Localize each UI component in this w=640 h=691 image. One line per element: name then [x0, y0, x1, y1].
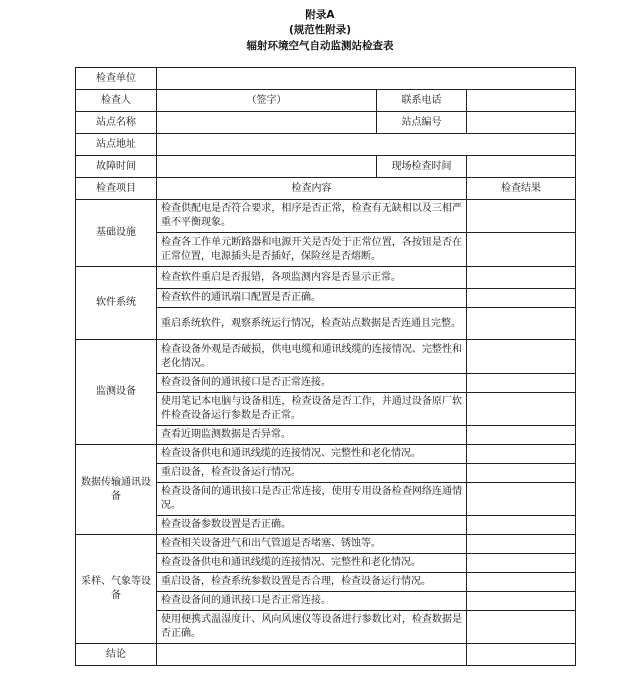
- check-result-field[interactable]: [467, 289, 576, 308]
- check-result-field[interactable]: [467, 535, 576, 554]
- content-header: 检查内容: [157, 178, 467, 200]
- check-content: 检查设备参数设置是否正确。: [157, 516, 467, 535]
- check-result-field[interactable]: [467, 483, 576, 516]
- phone-label: 联系电话: [377, 90, 467, 112]
- section-name: 监测设备: [76, 340, 157, 445]
- check-content: 重启设备，检查设备运行情况。: [157, 464, 467, 483]
- station-name-field[interactable]: [157, 112, 377, 134]
- unit-label: 检查单位: [76, 68, 157, 90]
- check-content: 使用笔记本电脑与设备相连，检查设备是否工作，并通过设备原厂软件检查设备运行参数是否正常。: [157, 393, 467, 426]
- check-content: 使用便携式温湿度计、风向风速仪等设备进行参数比对，检查数据是否正确。: [157, 611, 467, 644]
- phone-field[interactable]: [467, 90, 576, 112]
- row-fault-time: [76, 156, 576, 178]
- check-content: 检查设备间的通讯接口是否正常连接。: [157, 374, 467, 393]
- fault-time-label: 故障时间: [76, 156, 157, 178]
- form-title: 辐射环境空气自动监测站检查表: [246, 40, 394, 52]
- result-header: 检查结果: [467, 178, 576, 200]
- conclusion-label: 结论: [76, 644, 157, 666]
- check-content: 检查软件重启是否报错，各项监测内容是否显示正常。: [157, 267, 467, 289]
- section-name: 基础设施: [76, 200, 157, 267]
- check-result-field[interactable]: [467, 464, 576, 483]
- site-inspect-time-label: 现场检查时间: [377, 156, 467, 178]
- check-result-field[interactable]: [467, 200, 576, 233]
- check-content: 查看近期监测数据是否异常。: [157, 426, 467, 445]
- row-column-headers: [76, 178, 576, 200]
- inspection-table: [75, 67, 576, 666]
- check-result-field[interactable]: [467, 374, 576, 393]
- check-content: 检查设备供电和通讯线缆的连接情况、完整性和老化情况。: [157, 554, 467, 573]
- station-name-label: 站点名称: [76, 112, 157, 134]
- row-address: [76, 134, 576, 156]
- check-result-field[interactable]: [467, 573, 576, 592]
- check-content: 检查设备外观是否破损，供电电缆和通讯线缆的连接情况、完整性和老化情况。: [157, 340, 467, 374]
- check-row: [76, 445, 576, 464]
- check-content: 检查相关设备进气和出气管道是否堵塞、锈蚀等。: [157, 535, 467, 554]
- check-result-field[interactable]: [467, 393, 576, 426]
- check-result-field[interactable]: [467, 516, 576, 535]
- conclusion-field[interactable]: [157, 644, 467, 666]
- check-content: 检查软件的通讯端口配置是否正确。: [157, 289, 467, 308]
- check-result-field[interactable]: [467, 308, 576, 340]
- item-header: 检查项目: [76, 178, 157, 200]
- check-result-field[interactable]: [467, 611, 576, 644]
- check-row: [76, 267, 576, 289]
- check-result-field[interactable]: [467, 267, 576, 289]
- check-result-field[interactable]: [467, 426, 576, 445]
- signature-hint: （签字）: [246, 94, 287, 106]
- appendix-label: 附录A: [305, 9, 335, 21]
- check-row: [76, 200, 576, 233]
- check-content: 检查设备间的通讯接口是否正常连接。: [157, 592, 467, 611]
- check-content: 检查供配电是否符合要求，相序是否正常，检查有无缺相以及三相严重不平衡现象。: [157, 200, 467, 233]
- address-field[interactable]: [157, 134, 576, 156]
- check-result-field[interactable]: [467, 340, 576, 374]
- station-id-field[interactable]: [467, 112, 576, 134]
- row-station: [76, 112, 576, 134]
- site-inspect-time-field[interactable]: [467, 156, 576, 178]
- check-content: 检查设备供电和通讯线缆的连接情况、完整性和老化情况。: [157, 445, 467, 464]
- normative-label: (规范性附录): [288, 24, 352, 36]
- row-unit: [76, 68, 576, 90]
- fault-time-field[interactable]: [157, 156, 377, 178]
- inspector-signature-field[interactable]: [157, 90, 377, 112]
- inspector-label: 检查人: [76, 90, 157, 112]
- check-content: 重启系统软件，观察系统运行情况，检查站点数据是否连通且完整。: [157, 308, 467, 340]
- station-id-label: 站点编号: [377, 112, 467, 134]
- address-label: 站点地址: [76, 134, 157, 156]
- check-result-field[interactable]: [467, 233, 576, 267]
- row-inspector: [76, 90, 576, 112]
- unit-field[interactable]: [157, 68, 576, 90]
- check-row: [76, 535, 576, 554]
- check-content: 检查设备间的通讯接口是否正常连接，使用专用设备检查网络连通情况。: [157, 483, 467, 516]
- check-content: 检查各工作单元断路器和电源开关是否处于正常位置，各按钮是否在正常位置，电源插头是否插好，保险丝是否熔断。: [157, 233, 467, 267]
- section-name: 数据传输通讯设备: [76, 445, 157, 535]
- check-content: 重启设备，检查系统参数设置是否合理，检查设备运行情况。: [157, 573, 467, 592]
- section-name: 采样、气象等设备: [76, 535, 157, 644]
- check-row: [76, 340, 576, 374]
- check-result-field[interactable]: [467, 445, 576, 464]
- check-result-field[interactable]: [467, 592, 576, 611]
- row-conclusion: [76, 644, 576, 666]
- conclusion-result-field[interactable]: [467, 644, 576, 666]
- section-name: 软件系统: [76, 267, 157, 340]
- check-result-field[interactable]: [467, 554, 576, 573]
